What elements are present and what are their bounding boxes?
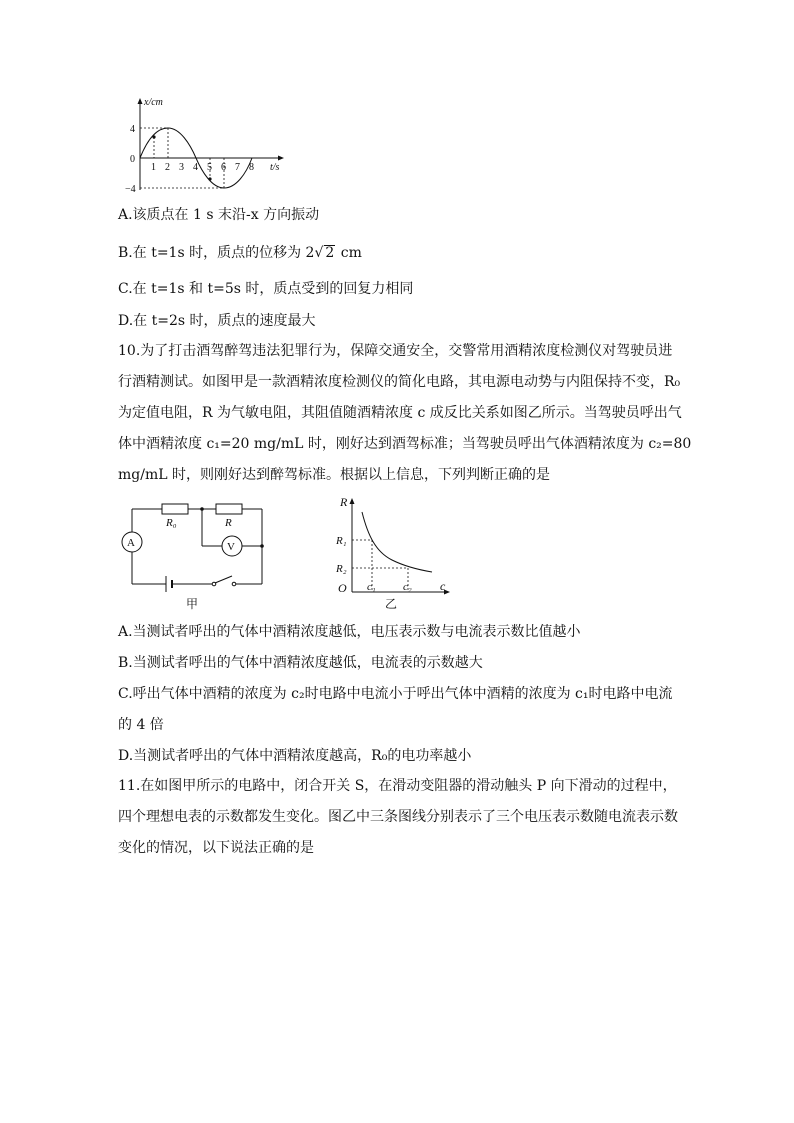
c-axis-label: c [440,579,446,593]
inverse-curve [362,512,432,572]
circuit-caption: 甲 [186,597,199,611]
origin-label: O [338,581,347,595]
r-axis-arrow [350,498,355,504]
q10-stem-line-4: 体中酒精浓度 c₁=20 mg/mL 时，刚好达到酒驾标准；当驾驶员呼出气体酒精浓度为 c₂=80 [118,436,692,452]
ammeter-label: A [127,537,135,549]
resistor-r0 [162,504,188,514]
x-axis-label: t/s [270,162,280,173]
q9-option-a: A.该质点在 1 s 末沿-x 方向振动 [118,207,320,223]
x-tick-2: 2 [165,162,170,173]
q11-stem-line-2: 四个理想电表的示数都发生变化。图乙中三条图线分别表示了三个电压表示数随电流表示数 [118,809,678,825]
point-t1 [152,135,155,138]
y-tick-4: 4 [130,124,135,135]
sqrt-radicand: 2 [325,245,335,261]
graph-caption: 乙 [385,597,398,611]
x-tick-8: 8 [249,162,254,173]
q11-stem-line-1: 11.在如图甲所示的电路中，闭合开关 S，在滑动变阻器的滑动触头 P 向下滑动的过程中， [118,778,677,794]
q10-option-d: D.当测试者呼出的气体中酒精浓度越高，R₀的电功率越小 [118,748,472,764]
resistor-r-label: R [225,517,232,529]
q10-stem-line-1: 10.为了打击酒驾醉驾违法犯罪行为，保障交通安全，交警常用酒精浓度检测仪对驾驶员进 [118,343,673,359]
sqrt-sign: √ 2 [314,245,335,261]
x-tick-1: 1 [151,162,156,173]
q9-option-b [118,243,362,263]
q10-stem-line-2: 行酒精测试。如图甲是一款酒精浓度检测仪的简化电路，其电源电动势与内阻保持不变，R₀ [118,374,681,390]
resistance-concentration-graph [330,492,456,614]
q10-option-b: B.当测试者呼出的气体中酒精浓度越低，电流表的示数越大 [118,655,483,671]
x-tick-3: 3 [179,162,184,173]
x-tick-6: 6 [221,162,226,173]
q10-option-c-line-2: 的 4 倍 [118,717,164,733]
switch-blade [215,576,232,583]
q9-option-b-unit: cm [336,245,362,261]
q10-stem-line-5: mg/mL 时，则刚好达到醉驾标准。根据以上信息，下列判断正确的是 [118,467,550,483]
resistor-r0-label: R₀ [166,517,177,529]
x-axis-arrow [278,156,284,161]
y-tick-0: 0 [130,154,135,165]
q10-option-a: A.当测试者呼出的气体中酒精浓度越低，电压表示数与电流表示数比值越小 [118,624,581,640]
q9-option-d: D.在 t=2s 时，质点的速度最大 [118,313,316,329]
y-axis-arrow [138,98,143,104]
circuit-diagram-jia [118,498,270,614]
r2-label: R₂ [336,563,347,575]
voltmeter-label: V [227,541,235,553]
q11-stem-line-3: 变化的情况，以下说法正确的是 [118,840,314,856]
q9-option-c: C.在 t=1s 和 t=5s 时，质点受到的回复力相同 [118,281,414,297]
y-axis-label: x/cm [144,97,163,108]
c2-label: c₂ [403,581,412,593]
displacement-time-graph [124,94,294,198]
q9-option-b-prefix: B.在 t=1s 时，质点的位移为 2 [118,245,315,261]
q10-stem-line-3: 为定值电阻，R 为气敏电阻，其阻值随酒精浓度 c 成反比关系如图乙所示。当驾驶员呼出气 [118,405,682,421]
point-t5 [208,177,211,180]
c1-label: c₁ [367,581,376,593]
r-axis-label: R [340,495,348,509]
x-tick-4: 4 [193,162,198,173]
switch-contact-right [232,582,236,586]
x-tick-5: 5 [207,162,212,173]
y-tick-neg4: −4 [125,184,136,195]
resistor-r [216,504,242,514]
q10-option-c-line-1: C.呼出气体中酒精的浓度为 c₂时电路中电流小于呼出气体中酒精的浓度为 c₁时电路中电流 [118,686,673,702]
r1-label: R₁ [336,535,347,547]
x-tick-7: 7 [235,162,240,173]
